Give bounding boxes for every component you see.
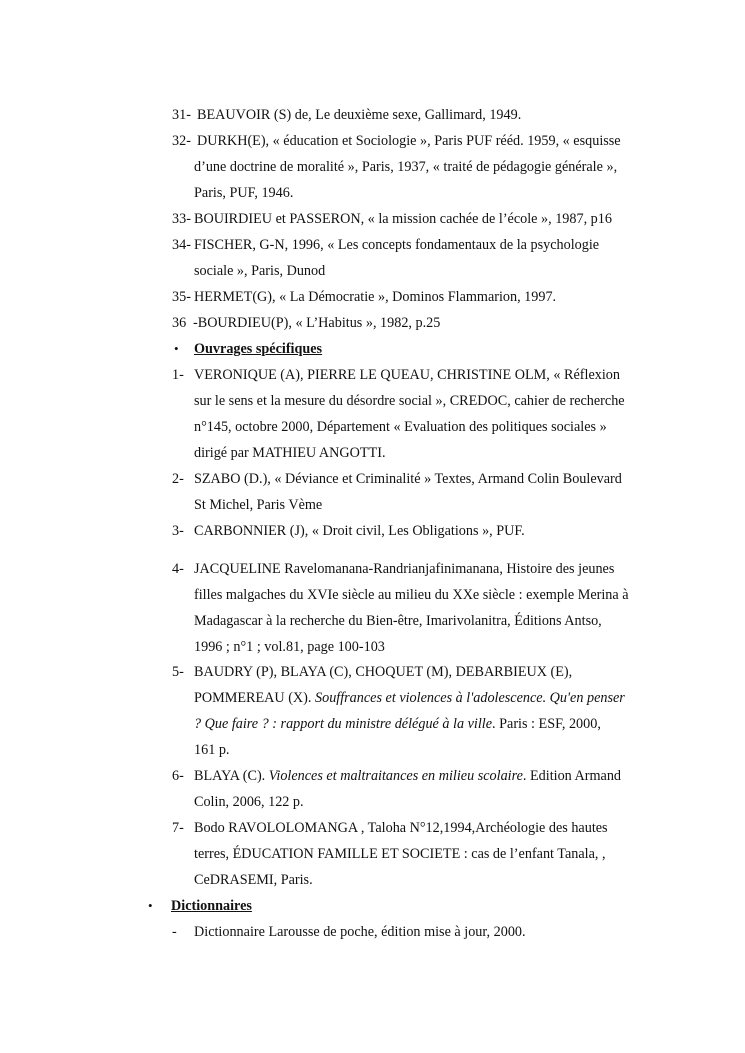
dash-marker: - — [172, 924, 177, 940]
reference-text: 161 p. — [194, 742, 230, 758]
title-text: Violences et maltraitances en milieu scolaire — [268, 768, 523, 784]
reference-text: JACQUELINE Ravelomanana-Randrianjafinimanana, Histoire des jeunes — [194, 561, 615, 577]
reference-number: 2- — [172, 471, 184, 487]
reference-text: Madagascar à la recherche du Bien-être, Imarivolanitra, Éditions Antso, — [194, 613, 602, 629]
reference-number: 35- — [172, 289, 191, 305]
reference-number: 1- — [172, 367, 184, 383]
title-text: ? Que faire ? : rapport du ministre délégué à la ville — [194, 716, 493, 732]
reference-text: BEAUVOIR (S) de, Le deuxième sexe, Gallimard, 1949. — [197, 107, 522, 123]
reference-text: DURKH(E), « éducation et Sociologie », Paris PUF rééd. 1959, « esquisse — [197, 133, 621, 149]
reference-text: CARBONNIER (J), « Droit civil, Les Obligations », PUF. — [194, 523, 525, 539]
reference-text: SZABO (D.), « Déviance et Criminalité » Textes, Armand Colin Boulevard — [194, 471, 622, 487]
reference-text: n°145, octobre 2000, Département « Evaluation des politiques sociales » — [194, 419, 607, 435]
reference-text: St Michel, Paris Vème — [194, 497, 323, 513]
reference-number: 31- — [172, 107, 191, 123]
reference-text: 1996 ; n°1 ; vol.81, page 100-103 — [194, 639, 385, 655]
author-text: BLAYA (C). — [194, 768, 269, 784]
reference-text: -BOURDIEU(P), « L’Habitus », 1982, p.25 — [193, 315, 441, 331]
reference-text: d’une doctrine de moralité », Paris, 1937, « traité de pédagogie générale », — [194, 159, 618, 175]
reference-number: 32- — [172, 133, 191, 149]
reference-text — [194, 767, 621, 785]
reference-text: terres, ÉDUCATION FAMILLE ET SOCIETE : cas de l’enfant Tanala, , — [194, 846, 606, 862]
reference-number: 5- — [172, 664, 184, 680]
reference-text: Colin, 2006, 122 p. — [194, 794, 304, 810]
publisher-text: . Edition Armand — [522, 768, 622, 784]
title-text: Souffrances et violences à l'adolescence. Qu'en penser — [315, 690, 625, 706]
reference-text: sur le sens et la mesure du désordre social », CREDOC, cahier de recherche — [194, 393, 625, 409]
reference-text: Dictionnaire Larousse de poche, édition mise à jour, 2000. — [194, 924, 526, 940]
section-heading: Dictionnaires — [171, 898, 252, 914]
reference-text: HERMET(G), « La Démocratie », Dominos Flammarion, 1997. — [194, 289, 557, 305]
reference-number: 34- — [172, 237, 191, 253]
reference-text: VERONIQUE (A), PIERRE LE QUEAU, CHRISTINE OLM, « Réflexion — [194, 367, 620, 383]
reference-text: FISCHER, G-N, 1996, « Les concepts fondamentaux de la psychologie — [194, 237, 600, 253]
bullet-icon: • — [148, 898, 153, 913]
reference-text: CeDRASEMI, Paris. — [194, 872, 313, 888]
reference-number: 36 — [172, 315, 187, 331]
reference-number: 4- — [172, 561, 184, 577]
reference-text: filles malgaches du XVIe siècle au milieu du XXe siècle : exemple Merina à — [194, 587, 629, 603]
reference-text: BAUDRY (P), BLAYA (C), CHOQUET (M), DEBARBIEUX (E), — [194, 664, 573, 680]
publisher-text: . Paris : ESF, 2000, — [492, 716, 601, 732]
reference-text: dirigé par MATHIEU ANGOTTI. — [194, 445, 386, 461]
reference-number: 3- — [172, 523, 184, 539]
reference-text: Paris, PUF, 1946. — [194, 185, 294, 201]
section-heading: Ouvrages spécifiques — [194, 341, 323, 357]
reference-text: sociale », Paris, Dunod — [194, 263, 326, 279]
reference-number: 7- — [172, 820, 184, 836]
reference-text — [194, 689, 625, 707]
reference-number: 33- — [172, 211, 191, 227]
reference-text — [194, 715, 601, 733]
reference-number: 6- — [172, 768, 184, 784]
bullet-icon: • — [174, 341, 179, 356]
author-text: POMMEREAU (X). — [194, 690, 315, 706]
reference-text: BOUIRDIEU et PASSERON, « la mission cachée de l’école », 1987, p16 — [194, 211, 612, 227]
reference-text: Bodo RAVOLOLOMANGA , Taloha N°12,1994,Archéologie des hautes — [194, 820, 608, 836]
